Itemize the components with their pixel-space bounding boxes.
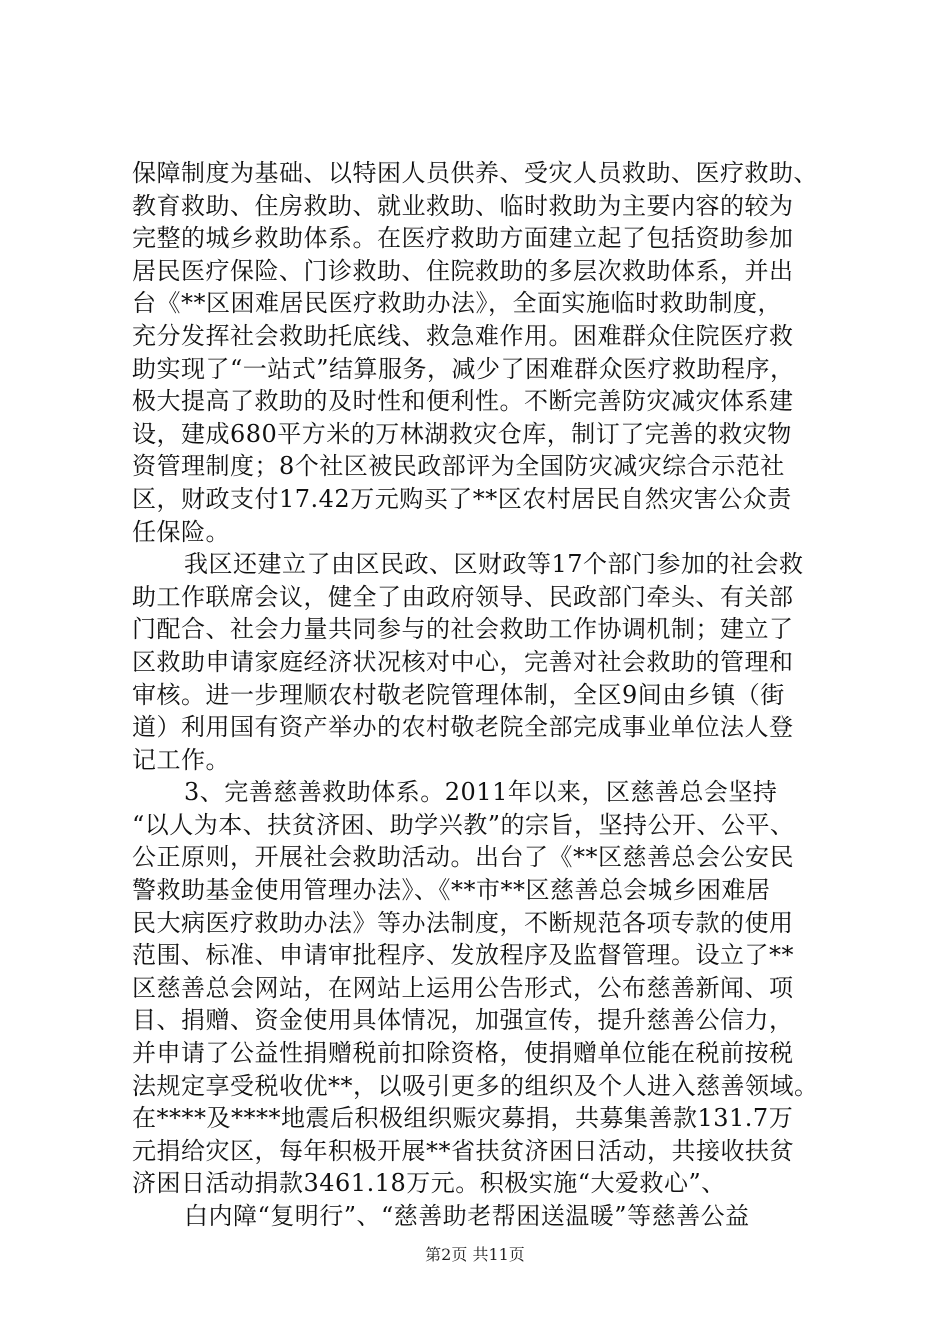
text-line: 元捐给灾区，每年积极开展**省扶贫济困日活动，共接收扶贫 [132, 1136, 794, 1165]
text-line: 台《**区困难居民医疗救助办法》，全面实施临时救助制度， [132, 289, 782, 318]
text-line: 警救助基金使用管理办法》、《**市**区慈善总会城乡困难居 [132, 876, 771, 905]
text-line: 法规定享受税收优**，以吸引更多的组织及个人进入慈善领域。 [132, 1071, 819, 1100]
text-line: 保障制度为基础、以特困人员供养、受灾人员救助、医疗救助、 [132, 159, 818, 187]
text-line: “以人为本、扶贫济困、助学兴教”的宗旨，坚持公开、公平、 [132, 810, 795, 839]
text-line: 居民医疗保险、门诊救助、住院救助的多层次救助体系，并出 [132, 256, 794, 285]
text-line: 在****及****地震后积极组织赈灾募捐，共募集善款131.7万 [132, 1104, 794, 1133]
text-line: 教育救助、住房救助、就业救助、临时救助为主要内容的较为 [132, 191, 794, 220]
text-line: 区，财政支付17.42万元购买了**区农村居民自然灾害公众责 [132, 484, 792, 513]
text-line: 区慈善总会网站，在网站上运用公告形式，公布慈善新闻、项 [132, 973, 794, 1002]
text-line: 助工作联席会议，健全了由政府领导、民政部门牵头、有关部 [132, 582, 794, 611]
text-line: 审核。进一步理顺农村敬老院管理体制，全区9间由乡镇（街 [132, 680, 785, 709]
text-line: 济困日活动捐款3461.18万元。积极实施“大爱救心”、 [132, 1169, 726, 1198]
text-line: 充分发挥社会救助托底线、救急难作用。困难群众住院医疗救 [132, 321, 794, 350]
text-line: 设，建成680平方米的万林湖救灾仓库，制订了完善的救灾物 [132, 419, 792, 448]
text-line: 记工作。 [132, 745, 230, 774]
text-line: 民大病医疗救助办法》等办法制度，不断规范各项专款的使用 [132, 908, 794, 937]
text-line: 资管理制度；8个社区被民政部评为全国防灾减灾综合示范社 [132, 452, 785, 481]
text-line: 并申请了公益性捐赠税前扣除资格，使捐赠单位能在税前按税 [132, 1039, 794, 1068]
text-line: 范围、标准、申请审批程序、发放程序及监督管理。设立了** [132, 941, 794, 970]
text-line: 极大提高了救助的及时性和便利性。不断完善防灾减灾体系建 [132, 387, 794, 416]
text-line: 完整的城乡救助体系。在医疗救助方面建立起了包括资助参加 [132, 224, 794, 253]
document-body [132, 157, 832, 1233]
text-line: 门配合、社会力量共同参与的社会救助工作协调机制；建立了 [132, 615, 794, 644]
text-line: 任保险。 [132, 517, 230, 546]
text-line: 目、捐赠、资金使用具体情况，加强宣传，提升慈善公信力， [132, 1006, 794, 1035]
text-line: 道）利用国有资产举办的农村敬老院全部完成事业单位法人登 [132, 713, 794, 742]
text-line: 我区还建立了由区民政、区财政等17个部门参加的社会救 [184, 550, 804, 579]
text-line: 3、完善慈善救助体系。2011年以来，区慈善总会坚持 [184, 778, 778, 807]
text-line: 公正原则，开展社会救助活动。出台了《**区慈善总会公安民 [132, 843, 794, 872]
page-footer: 第2页 共11页 [425, 1245, 525, 1264]
text-line: 白内障“复明行”、“慈善助老帮困送温暖”等慈善公益 [184, 1202, 750, 1230]
text-line: 助实现了“一站式”结算服务，减少了困难群众医疗救助程序， [132, 354, 795, 383]
text-line: 区救助申请家庭经济状况核对中心，完善对社会救助的管理和 [132, 647, 794, 676]
